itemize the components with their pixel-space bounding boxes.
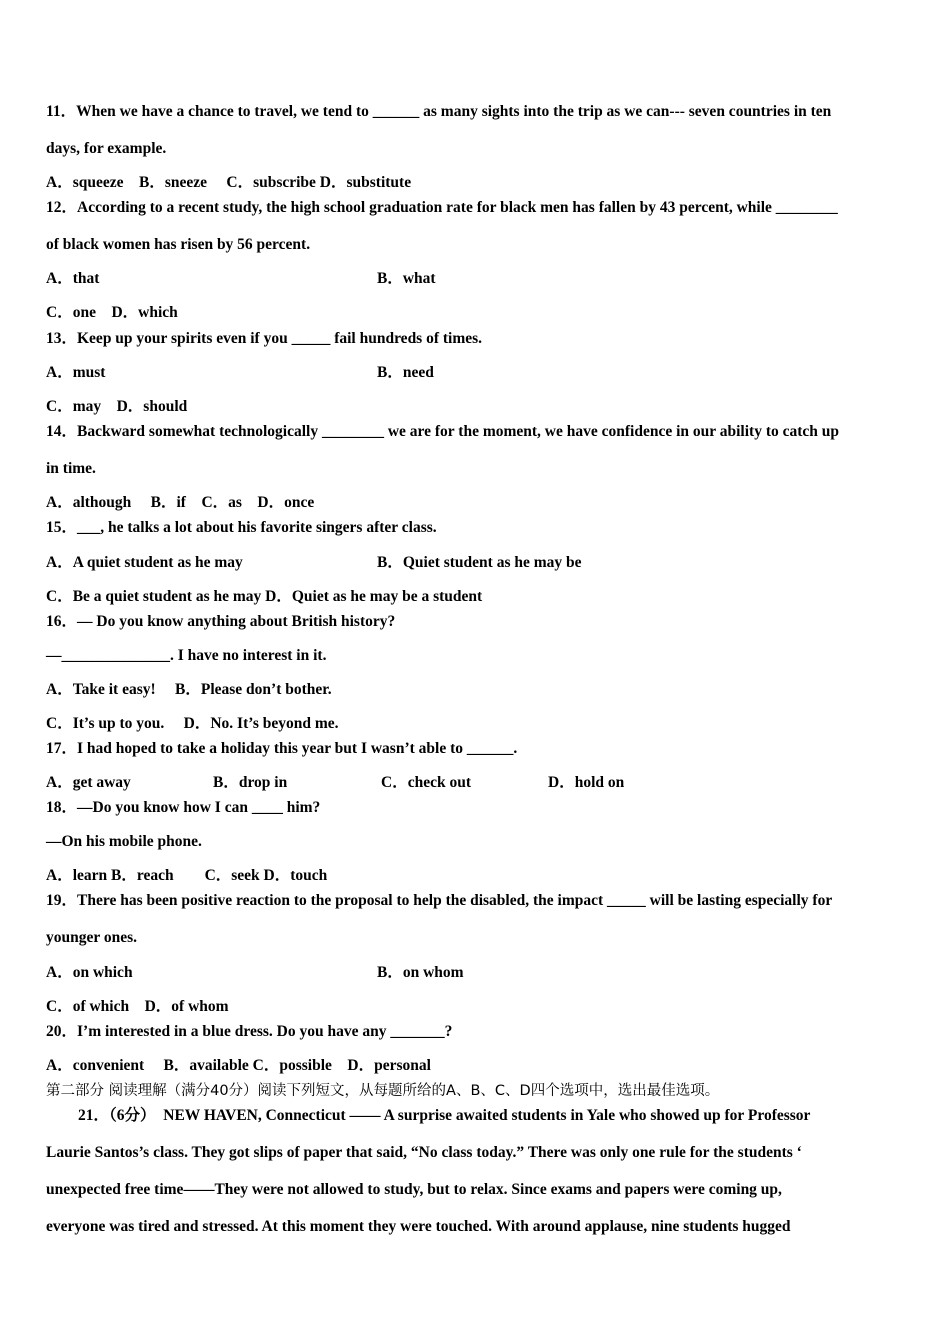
q18-reply: —On his mobile phone.	[46, 833, 202, 850]
q13-option-b: B．need	[377, 364, 434, 381]
q19-option-a: A．on which	[46, 964, 133, 981]
part2-heading: 第二部分 阅读理解（满分40分）阅读下列短文，从每题所给的A、B、C、D四个选项中，选出最佳选项。	[46, 1083, 720, 1099]
q17-option-a: A．get away	[46, 774, 131, 791]
q12-stem-line2: of black women has risen by 56 percent.	[46, 236, 311, 253]
q16-options-ab: A．Take it easy! B．Please don’t bother.	[46, 681, 332, 698]
q16-options-cd: C．It’s up to you. D．No. It’s beyond me.	[46, 715, 339, 732]
q13-options-cd: C．may D．should	[46, 398, 188, 415]
q12-options-cd: C．one D．which	[46, 304, 178, 321]
q12-option-a: A．that	[46, 270, 100, 287]
q20-options: A．convenient B．available C．possible D．personal	[46, 1057, 431, 1074]
q19-stem-line2: younger ones.	[46, 929, 138, 946]
q16-reply: —______________. I have no interest in it.	[46, 647, 327, 664]
q11-stem-line2: days, for example.	[46, 140, 167, 157]
q19-options-cd: C．of which D．of whom	[46, 998, 229, 1015]
q11-options: A．squeeze B．sneeze C．subscribe D．substitute	[46, 174, 412, 191]
q15-option-b: B．Quiet student as he may be	[377, 554, 582, 571]
q12-option-b: B．what	[377, 270, 436, 287]
q19-stem-line1: 19．There has been positive reaction to the proposal to help the disabled, the impact _____ will be lasting especially for	[46, 892, 833, 909]
q18-stem: 18．—Do you know how I can ____ him?	[46, 799, 321, 816]
q15-option-a: A．A quiet student as he may	[46, 554, 243, 571]
q16-stem: 16．— Do you know anything about British history?	[46, 613, 396, 630]
q21-passage-line3: unexpected free time——They were not allowed to study, but to relax. Since exams and papers were coming up,	[46, 1181, 782, 1198]
q15-stem: 15．___, he talks a lot about his favorite singers after class.	[46, 519, 437, 536]
q14-stem-line2: in time.	[46, 460, 96, 477]
q17-stem: 17．I had hoped to take a holiday this year but I wasn’t able to ______.	[46, 740, 518, 757]
q17-option-c: C．check out	[381, 774, 471, 791]
q14-options: A．although B．if C．as D．once	[46, 494, 315, 511]
q12-stem-line1: 12．According to a recent study, the high school graduation rate for black men has fallen by 43 percent, while ________	[46, 199, 838, 216]
q14-stem-line1: 14．Backward somewhat technologically ________ we are for the moment, we have confidence in our ability to catch up	[46, 423, 840, 440]
q20-stem: 20．I’m interested in a blue dress. Do you have any _______?	[46, 1023, 453, 1040]
q15-options-cd: C．Be a quiet student as he may D．Quiet as he may be a student	[46, 588, 483, 605]
q19-option-b: B．on whom	[377, 964, 464, 981]
q13-stem: 13．Keep up your spirits even if you _____ fail hundreds of times.	[46, 330, 483, 347]
q21-passage-line1: 21．（6分） NEW HAVEN, Connecticut —— A surprise awaited students in Yale who showed up for Professor	[78, 1107, 811, 1124]
q17-option-d: D．hold on	[548, 774, 625, 791]
q18-options: A．learn B．reach C．seek D．touch	[46, 867, 328, 884]
q21-passage-line2: Laurie Santos’s class. They got slips of paper that said, “No class today.” There was only one rule for the students ‘	[46, 1144, 802, 1161]
q13-option-a: A．must	[46, 364, 106, 381]
q17-option-b: B．drop in	[213, 774, 288, 791]
q11-stem-line1: 11．When we have a chance to travel, we tend to ______ as many sights into the trip as we can--- seven countries in ten	[46, 103, 832, 120]
q21-passage-line4: everyone was tired and stressed. At this moment they were touched. With around applause, nine students hugged	[46, 1218, 791, 1235]
